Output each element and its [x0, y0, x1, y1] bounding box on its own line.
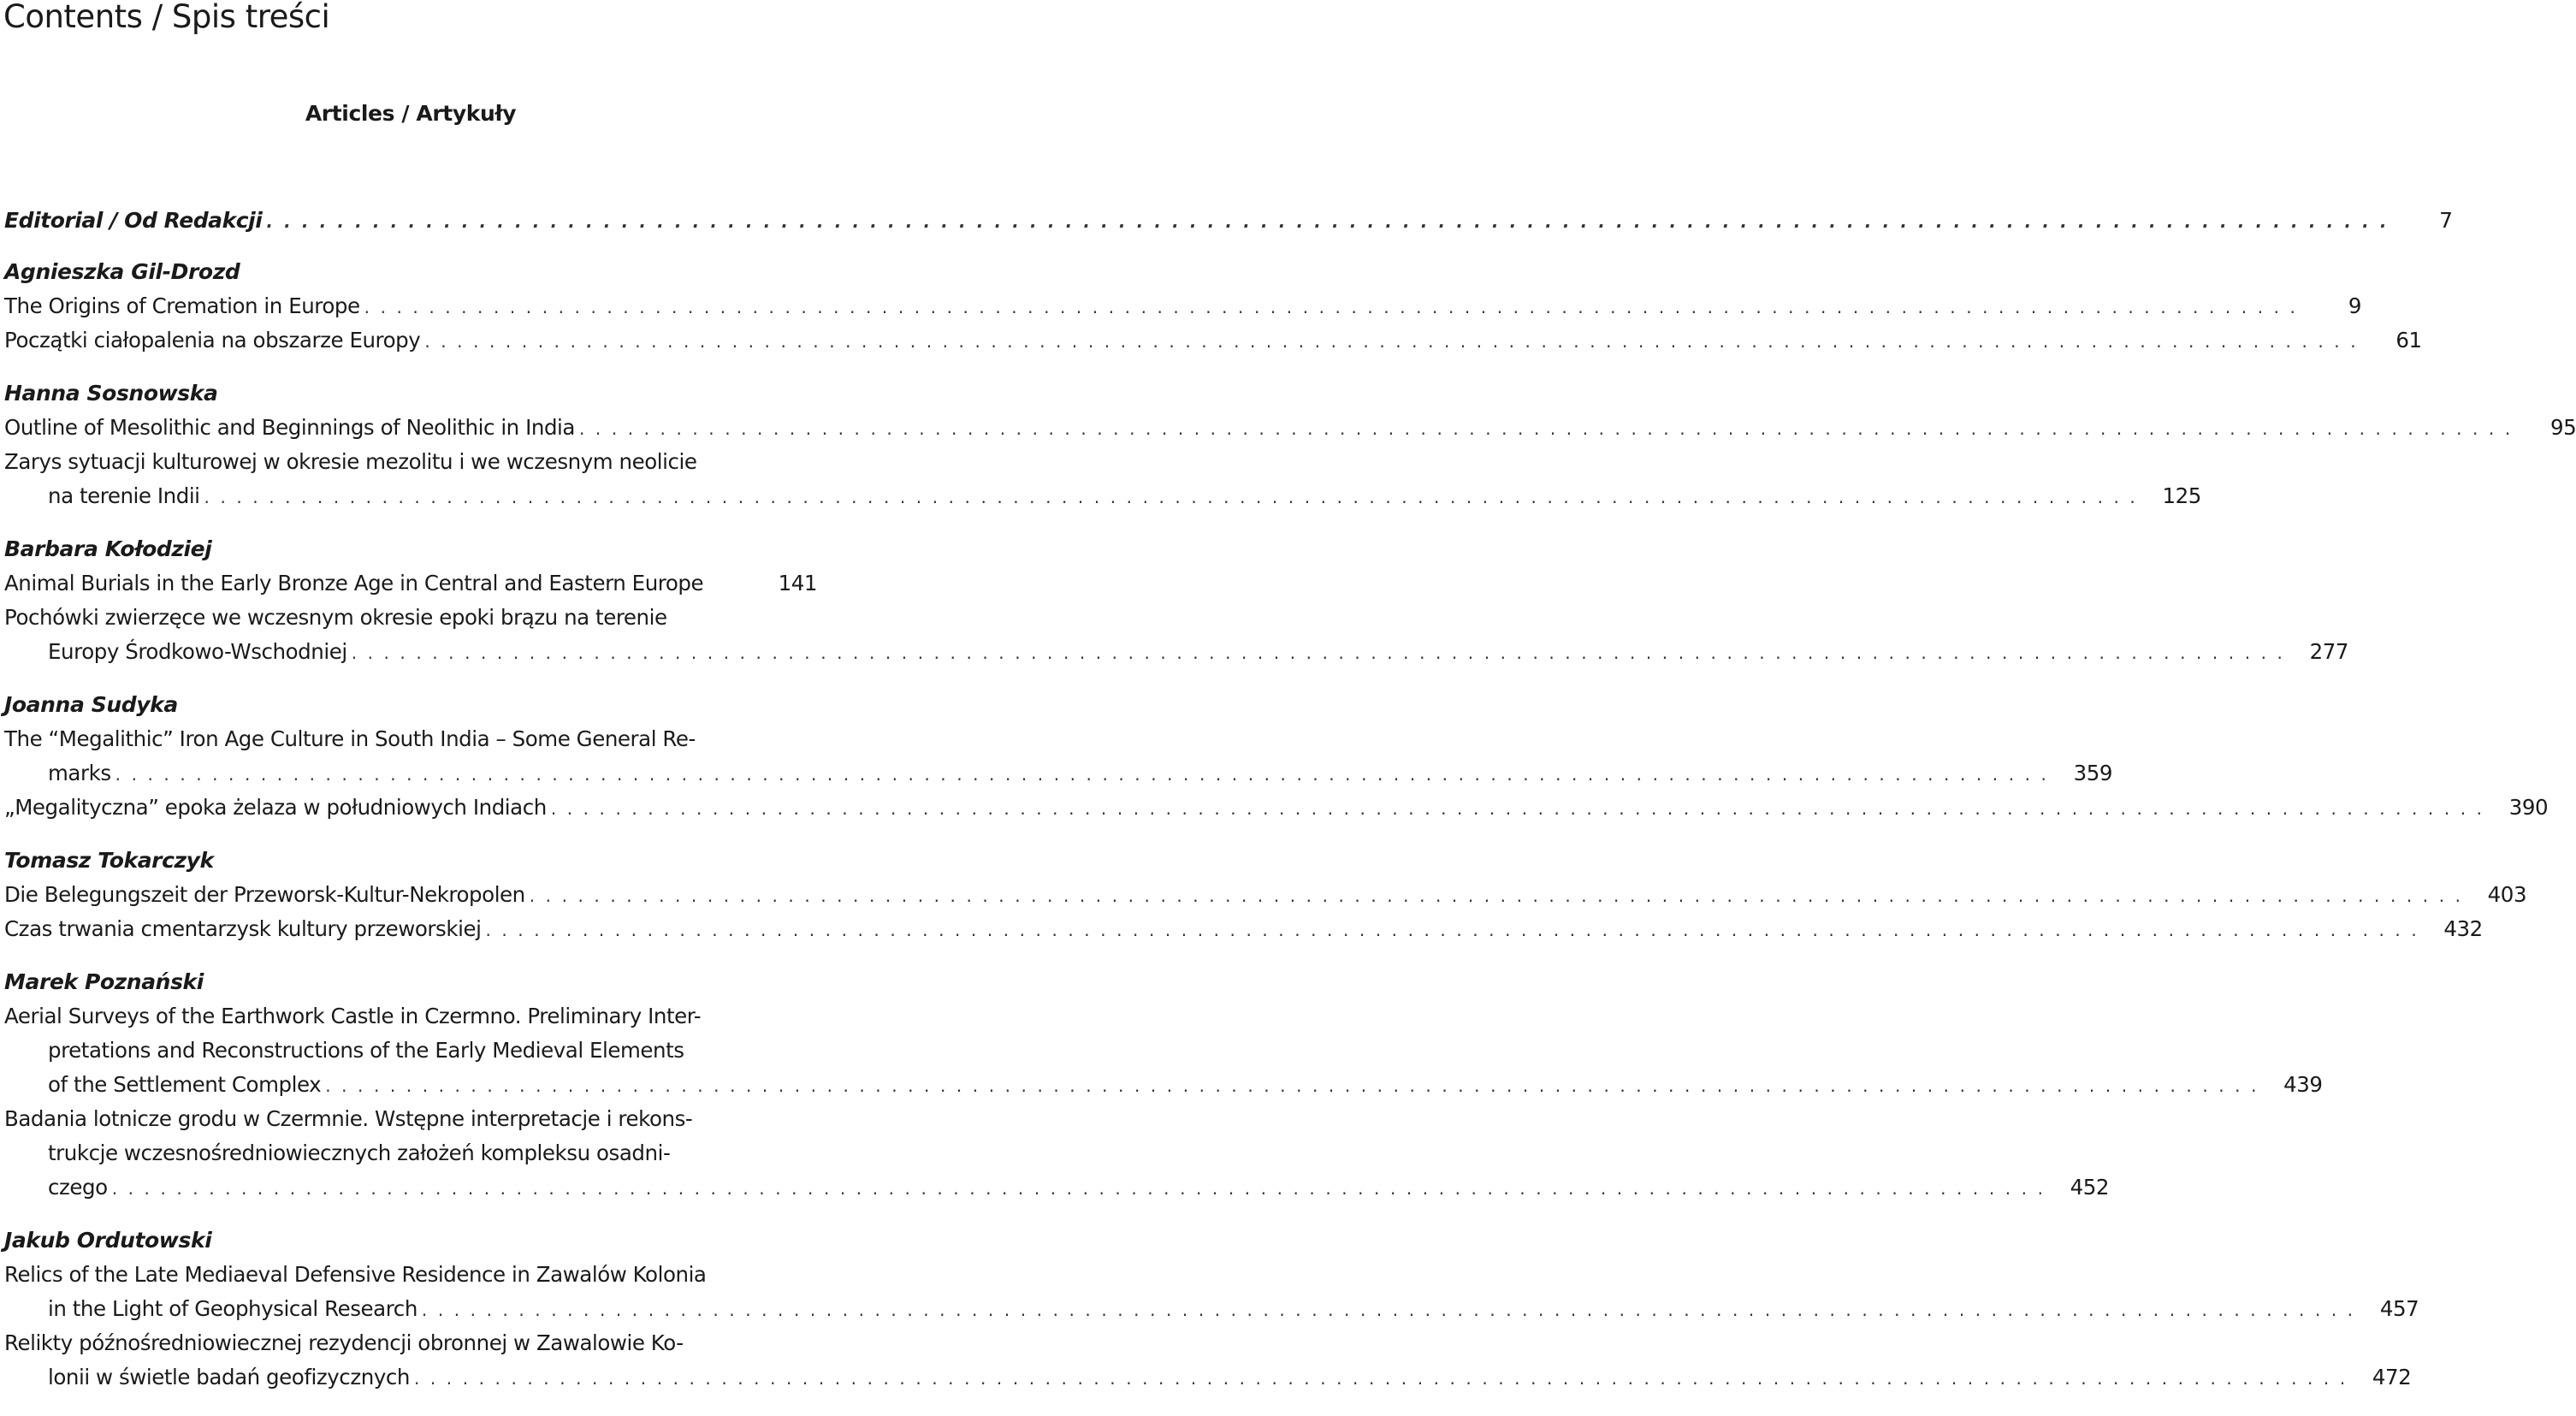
- section-heading: Articles / Artykuły: [305, 101, 517, 126]
- dot-leader: . . . . . . . . . . . . . . . . . . . . . . . . . . . . . . . . . . . . . . . . . . . . . . . . . . . . . . . . . . . . . . . . . . . . . . . . . . . . . . . . . . . . . . . . . . . . . . . . . . . . . . . . . . . . . . . . . . . . . . . .: [115, 764, 2049, 785]
- author-name: Joanna Sudyka: [4, 692, 178, 717]
- author-name: Jakub Ordutowski: [4, 1228, 212, 1253]
- dot-leader: . . . . . . . . . . . . . . . . . . . . . . . . . . . . . . . . . . . . . . . . . . . . . . . . . . . . . . . . . . . . . . . . . . . . . . . . . . . . . . . . . . . . . . . . . . . . . . . . . . . . . . . . . . . . . . . . . . . . . . . .: [204, 487, 2138, 507]
- toc-entry-title: Relics of the Late Mediaeval Defensive Residence in Zawalów Kolonia: [4, 1262, 707, 1287]
- toc-entry[interactable]: [4, 601, 2349, 669]
- toc-author-group: [4, 1223, 2419, 1395]
- toc-entry-line: [4, 722, 817, 756]
- toc-entry[interactable]: [4, 323, 2422, 358]
- toc-entry[interactable]: [4, 1326, 2412, 1395]
- toc-entry-line: [4, 635, 2349, 669]
- dot-leader: . . . . . . . . . . . . . . . . . . . . . . . . . . . . . . . . . . . . . . . . . . . . . . . . . . . . . . . . . . . . . . . . . . . . . . . . . . . . . . . . . . . . . . . . . . . . . . . . . . . . . . . . . . . . . . . . . . . . . . . .: [529, 886, 2464, 906]
- toc-entry-line: [4, 1360, 2412, 1395]
- table-of-contents: [4, 204, 2576, 1395]
- toc-entry-line: [4, 1068, 2323, 1102]
- toc-entry-page: 277: [2309, 639, 2349, 664]
- dot-leader: . . . . . . . . . . . . . . . . . . . . . . . . . . . . . . . . . . . . . . . . . . . . . . . . . . . . . . . . . . . . . . . . . . . . . . . . . . . . . . . . . . . . . . . . . . . . . . . . . . . . . . . . . . . . . . . . . . . . . . . .: [266, 211, 2389, 232]
- toc-entry[interactable]: [4, 722, 2112, 791]
- toc-entry-line: [4, 756, 2112, 791]
- toc-entry-title: Aerial Surveys of the Earthwork Castle in Czermno. Preliminary Inter-: [4, 1004, 702, 1028]
- toc-entry-title: The “Megalithic” Iron Age Culture in South India – Some General Re-: [4, 726, 696, 751]
- toc-entry-page: 457: [2379, 1296, 2419, 1321]
- toc-entry-line: [4, 999, 817, 1034]
- toc-entry-page: 95: [2550, 415, 2576, 440]
- toc-entry-title: Badania lotnicze grodu w Czermnie. Wstępne interpretacje i rekons-: [4, 1106, 693, 1131]
- dot-leader: . . . . . . . . . . . . . . . . . . . . . . . . . . . . . . . . . . . . . . . . . . . . . . . . . . . . . . . . . . . . . . . . . . . . . . . . . . . . . . . . . . . . . . . . . . . . . . . . . . . . . . . . . . . . . . . . . . . . . . . .: [111, 1178, 2046, 1199]
- toc-entry[interactable]: [4, 445, 2201, 513]
- toc-entry-title: Pochówki zwierzęce we wczesnym okresie epoki brązu na terenie: [4, 605, 667, 630]
- toc-entry-title: Animal Burials in the Early Bronze Age in Central and Eastern Europe: [4, 571, 704, 595]
- group-spacer: [4, 358, 817, 376]
- toc-entry-line: [4, 1034, 817, 1068]
- toc-entry-line: [4, 445, 817, 479]
- toc-entry-title: Die Belegungszeit der Przeworsk-Kultur-Nekropolen: [4, 882, 525, 907]
- toc-entry-title: pretations and Reconstructions of the Early Medieval Elements: [48, 1038, 684, 1063]
- toc-entry-title: trukcje wczesnośredniowiecznych założeń kompleksu osadni-: [48, 1141, 671, 1165]
- dot-leader: . . . . . . . . . . . . . . . . . . . . . . . . . . . . . . . . . . . . . . . . . . . . . . . . . . . . . . . . . . . . . . . . . . . . . . . . . . . . . . . . . . . . . . . . . . . . . . . . . . . . . . . . . . . . . . . . . . . . . . . .: [413, 1368, 2348, 1389]
- dot-leader: . . . . . . . . . . . . . . . . . . . . . . . . . . . . . . . . . . . . . . . . . . . . . . . . . . . . . . . . . . . . . . . . . . . . . . . . . . . . . . . . . . . . . . . . . . . . . . . . . . . . . . . . . . . . . . . . . . . . . . . .: [578, 418, 2514, 439]
- toc-entry-title: Outline of Mesolithic and Beginnings of Neolithic in India: [4, 415, 575, 440]
- group-spacer: [4, 1205, 817, 1223]
- toc-entry-title: „Megalityczna” epoka żelaza w południowych Indiach: [4, 795, 547, 820]
- toc-entry-title: czego: [48, 1175, 108, 1200]
- group-spacer: [4, 238, 817, 255]
- toc-entry-line: [4, 1292, 2419, 1326]
- toc-entry[interactable]: [4, 1258, 2419, 1326]
- toc-entry-line: [4, 566, 817, 601]
- group-spacer: [4, 825, 817, 844]
- toc-entry-title: Czas trwania cmentarzysk kultury przeworskiej: [4, 916, 482, 941]
- toc-author-group: [4, 255, 2422, 358]
- group-spacer: [4, 946, 817, 965]
- toc-entry-title: Editorial / Od Redakcji: [4, 208, 263, 233]
- toc-entry-title: in the Light of Geophysical Research: [48, 1296, 417, 1321]
- toc-entry-line: [4, 1102, 817, 1136]
- toc-entry-title: Zarys sytuacji kulturowej w okresie mezolitu i we wczesnym neolicie: [4, 449, 697, 474]
- toc-entry-line: [4, 601, 817, 635]
- toc-entry-line: [4, 1136, 817, 1170]
- toc-entry-line: [4, 1326, 817, 1360]
- toc-entry[interactable]: [4, 878, 2527, 912]
- dot-leader: . . . . . . . . . . . . . . . . . . . . . . . . . . . . . . . . . . . . . . . . . . . . . . . . . . . . . . . . . . . . . . . . . . . . . . . . . . . . . . . . . . . . . . . . . . . . . . . . . . . . . . . . . . . . . . . . . . . . . . . .: [364, 297, 2298, 317]
- toc-entry-line: [4, 878, 2527, 912]
- toc-entry-title: na terenie Indii: [48, 483, 200, 508]
- toc-entry[interactable]: [4, 791, 2549, 825]
- toc-entry-title: of the Settlement Complex: [48, 1072, 322, 1097]
- toc-entry-page: 439: [2283, 1072, 2323, 1097]
- toc-entry[interactable]: [4, 289, 2361, 323]
- toc-entry-page: 403: [2487, 882, 2527, 907]
- toc-entry[interactable]: [4, 999, 2323, 1102]
- toc-entry-line: [4, 1258, 817, 1292]
- toc-entry-editorial[interactable]: [4, 204, 2453, 238]
- toc-entry-page: 390: [2508, 795, 2549, 820]
- toc-author-group: [4, 965, 2323, 1205]
- toc-author-group: [4, 532, 2349, 669]
- dot-leader: . . . . . . . . . . . . . . . . . . . . . . . . . . . . . . . . . . . . . . . . . . . . . . . . . . . . . . . . . . . . . . . . . . . . . . . . . . . . . . . . . . . . . . . . . . . . . . . . . . . . . . . . . . . . . . . . . . . . . . . .: [325, 1075, 2259, 1096]
- toc-entry-page: 141: [778, 571, 817, 595]
- author-name: Hanna Sosnowska: [4, 381, 218, 406]
- author-name: Marek Poznański: [4, 969, 204, 994]
- page-title: Contents / Spis treści: [3, 0, 330, 35]
- toc-entry[interactable]: [4, 566, 817, 601]
- toc-entry-page: 432: [2443, 916, 2483, 941]
- toc-entry-page: 125: [2162, 483, 2201, 508]
- toc-entry-page: 472: [2372, 1365, 2412, 1389]
- toc-entry-title: The Origins of Cremation in Europe: [4, 293, 360, 318]
- toc-entry-title: lonii w świetle badań geofizycznych: [48, 1365, 410, 1389]
- toc-entry[interactable]: [4, 1102, 2110, 1205]
- toc-entry-line: [4, 912, 2483, 946]
- toc-entry-page: 359: [2073, 761, 2112, 785]
- toc-entry-page: 7: [2439, 208, 2453, 233]
- author-name: Agnieszka Gil-Drozd: [4, 259, 240, 284]
- author-name: Barbara Kołodziej: [4, 536, 212, 561]
- toc-entry-line: [4, 791, 2549, 825]
- toc-entry-title: Relikty późnośredniowiecznej rezydencji obronnej w Zawalowie Ko-: [4, 1330, 684, 1355]
- group-spacer: [4, 669, 817, 688]
- toc-entry-line: [4, 479, 2201, 513]
- dot-leader: . . . . . . . . . . . . . . . . . . . . . . . . . . . . . . . . . . . . . . . . . . . . . . . . . . . . . . . . . . . . . . . . . . . . . . . . . . . . . . . . . . . . . . . . . . . . . . . . . . . . . . . . . . . . . . . . . . . . . . . .: [485, 920, 2419, 940]
- dot-leader: . . . . . . . . . . . . . . . . . . . . . . . . . . . . . . . . . . . . . . . . . . . . . . . . . . . . . . . . . . . . . . . . . . . . . . . . . . . . . . . . . . . . . . . . . . . . . . . . . . . . . . . . . . . . . . . . . . . . . . . .: [421, 1300, 2356, 1320]
- toc-entry-line: [4, 411, 2576, 445]
- toc-entry-title: Początki ciałopalenia na obszarze Europy: [4, 328, 421, 353]
- toc-entry-title: marks: [48, 761, 111, 785]
- dot-leader: . . . . . . . . . . . . . . . . . . . . . . . . . . . . . . . . . . . . . . . . . . . . . . . . . . . . . . . . . . . . . . . . . . . . . . . . . . . . . . . . . . . . . . . . . . . . . . . . . . . . . . . . . . . . . . . . . . . . . . . .: [424, 331, 2359, 352]
- toc-entry-line: [4, 323, 2422, 358]
- toc-author-group: [4, 376, 2576, 513]
- dot-leader: . . . . . . . . . . . . . . . . . . . . . . . . . . . . . . . . . . . . . . . . . . . . . . . . . . . . . . . . . . . . . . . . . . . . . . . . . . . . . . . . . . . . . . . . . . . . . . . . . . . . . . . . . . . . . . . . . . . . . . . .: [550, 798, 2485, 819]
- toc-entry-page: 61: [2395, 328, 2422, 353]
- toc-entry[interactable]: [4, 411, 2576, 445]
- toc-entry-page: 9: [2348, 293, 2361, 318]
- toc-entry[interactable]: [4, 912, 2483, 946]
- toc-entry-title: Europy Środkowo-Wschodniej: [48, 639, 347, 664]
- toc-entry-line: [4, 1170, 2110, 1205]
- author-name: Tomasz Tokarczyk: [4, 848, 214, 873]
- toc-author-group: [4, 688, 2549, 825]
- toc-author-group: [4, 844, 2527, 946]
- dot-leader: . . . . . . . . . . . . . . . . . . . . . . . . . . . . . . . . . . . . . . . . . . . . . . . . . . . . . . . . . . . . . . . . . . . . . . . . . . . . . . . . . . . . . . . . . . . . . . . . . . . . . . . . . . . . . . . . . . . . . . . .: [351, 643, 2286, 663]
- group-spacer: [4, 513, 817, 532]
- toc-entry-page: 452: [2070, 1175, 2110, 1200]
- toc-entry-line: [4, 289, 2361, 323]
